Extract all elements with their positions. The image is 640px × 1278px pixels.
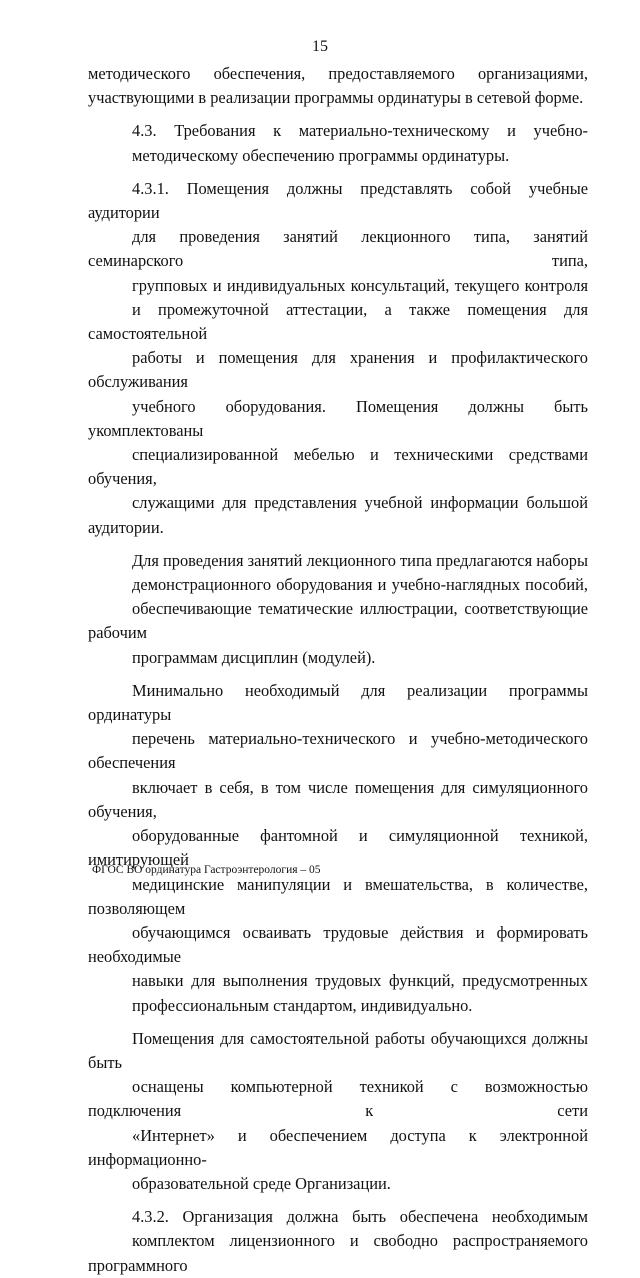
text-line: для проведения занятий лекционного типа, занятий семинарского типа, xyxy=(88,227,588,271)
text-line: медицинские манипуляции и вмешательства, в количестве, позволяющем xyxy=(88,874,588,918)
paragraph-4-3-2 xyxy=(88,1205,588,1278)
text-line: Для проведения занятий лекционного типа предлагаются наборы xyxy=(132,550,589,570)
text-line: Помещения для самостоятельной работы обучающихся должны быть xyxy=(88,1028,588,1072)
text-line: участвующими в реализации программы ординатуры в сетевой форме. xyxy=(88,88,584,108)
text-line: демонстрационного оборудования и учебно-наглядных пособий, xyxy=(132,575,588,595)
text-line: «Интернет» и обеспечением доступа к электронной информационно- xyxy=(88,1125,588,1169)
paragraph-continuation xyxy=(88,62,588,110)
page-number: 15 xyxy=(312,38,328,55)
text-line: 4.3.2. Организация должна быть обеспечена необходимым xyxy=(132,1207,588,1227)
text-line: и промежуточной аттестации, а также помещения для самостоятельной xyxy=(88,299,588,344)
text-line: специализированной мебелью и техническими средствами обучения, xyxy=(88,445,588,489)
document-body xyxy=(88,62,588,1278)
text-line: оборудованные фантомной и симуляционной техникой, имитирующей xyxy=(88,826,588,870)
text-line: 4.3. Требования к материально-техническому и учебно- xyxy=(132,121,588,141)
text-line: обеспечивающие тематические иллюстрации, соответствующие рабочим xyxy=(88,599,588,643)
section-heading-4-3 xyxy=(88,119,588,167)
paragraph-minimum-list xyxy=(88,679,588,1018)
text-line: Минимально необходимый для реализации программы ординатуры xyxy=(88,680,588,725)
text-line: оснащены компьютерной техникой с возможностью подключения к сети xyxy=(88,1077,588,1121)
text-line: профессиональным стандартом, индивидуально. xyxy=(132,995,473,1015)
text-line: обучающимся осваивать трудовые действия и формировать необходимые xyxy=(88,922,588,967)
text-line: работы и помещения для хранения и профилактического обслуживания xyxy=(88,348,588,392)
text-line: перечень материально-технического и учебно-методического обеспечения xyxy=(88,729,588,773)
text-line: групповых и индивидуальных консультаций, текущего контроля xyxy=(132,275,588,295)
paragraph-self-study-rooms xyxy=(88,1027,588,1196)
text-line: программам дисциплин (модулей). xyxy=(132,647,376,667)
text-line: навыки для выполнения трудовых функций, предусмотренных xyxy=(132,971,588,991)
paragraph-lecture-equipment xyxy=(88,549,588,670)
text-line: 4.3.1. Помещения должны представлять собой учебные аудитории xyxy=(88,178,588,223)
text-line: учебного оборудования. Помещения должны быть укомплектованы xyxy=(88,396,588,440)
text-line: образовательной среде Организации. xyxy=(132,1173,391,1193)
text-line: включает в себя, в том числе помещения для симуляционного обучения, xyxy=(88,777,588,821)
text-line: методическому обеспечению программы ординатуры. xyxy=(132,145,510,165)
paragraph-4-3-1 xyxy=(88,177,588,540)
text-line: методического обеспечения, предоставляемого организациями, xyxy=(88,64,588,83)
page-footer: ФГОС ВО ординатура Гастроэнтерология – 05 xyxy=(92,864,321,876)
text-line: комплектом лицензионного и свободно распространяемого программного xyxy=(88,1231,588,1275)
text-line: служащими для представления учебной информации большой аудитории. xyxy=(88,493,588,537)
